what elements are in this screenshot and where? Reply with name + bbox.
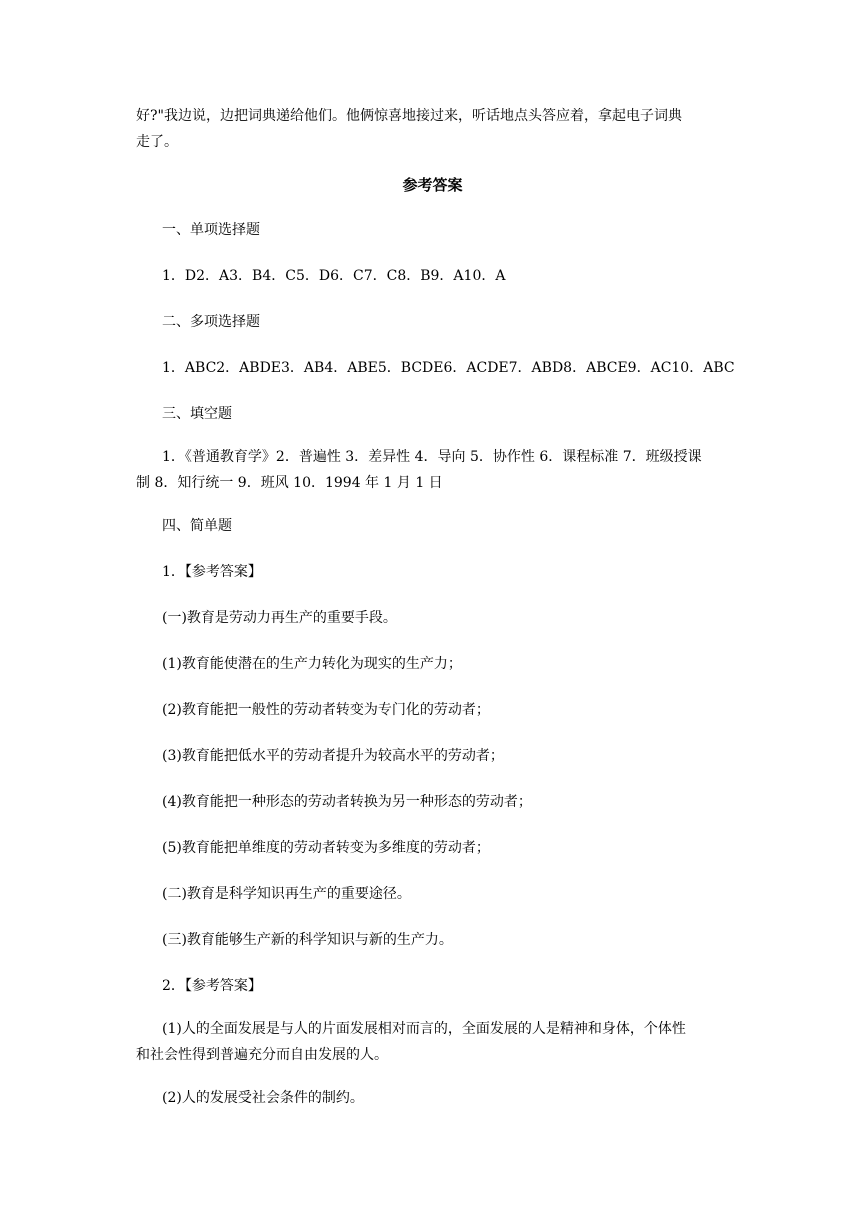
intro-line-1: 好?"我边说，边把词典递给他们。他俩惊喜地接过来，听话地点头答应着，拿起电子词典	[136, 108, 682, 124]
q1-point-7: (二)教育是科学知识再生产的重要途径。	[162, 886, 411, 902]
section-heading-multi-choice: 二、多项选择题	[162, 314, 260, 330]
single-choice-answers: 1．D2．A3．B4．C5．D6．C7．C8．B9．A10．A	[162, 268, 506, 284]
section-heading-short-answer: 四、简单题	[162, 518, 232, 534]
fill-blank-line-2: 制 8．知行统一 9．班风 10．1994 年 1 月 1 日	[136, 475, 443, 491]
q1-point-1: (一)教育是劳动力再生产的重要手段。	[162, 610, 397, 626]
q2-point-2: (2)人的发展受社会条件的制约。	[162, 1090, 364, 1106]
q1-point-8: (三)教育能够生产新的科学知识与新的生产力。	[162, 932, 453, 948]
q1-point-4: (3)教育能把低水平的劳动者提升为较高水平的劳动者；	[162, 748, 504, 764]
q2-answer-label: 2．【参考答案】	[162, 978, 262, 994]
fill-blank-line-1: 1．《普通教育学》2．普遍性 3．差异性 4．导向 5．协作性 6．课程标准 7．班级授课	[162, 449, 702, 465]
q1-answer-label: 1．【参考答案】	[162, 564, 262, 580]
section-heading-fill-blank: 三、填空题	[162, 406, 232, 422]
intro-paragraph	[136, 103, 716, 155]
q1-point-6: (5)教育能把单维度的劳动者转变为多维度的劳动者；	[162, 840, 490, 856]
intro-line-2: 走了。	[136, 134, 178, 150]
q2-point-1-line-1: (1)人的全面发展是与人的片面发展相对而言的，全面发展的人是精神和身体，个体性	[162, 1021, 686, 1037]
multi-choice-answers: 1．ABC2．ABDE3．AB4．ABE5．BCDE6．ACDE7．ABD8．ABCE9．AC10．ABC	[162, 360, 735, 376]
q2-point-1	[136, 1016, 716, 1068]
q1-point-2: (1)教育能使潜在的生产力转化为现实的生产力；	[162, 656, 462, 672]
q2-point-1-line-2: 和社会性得到普遍充分而自由发展的人。	[136, 1047, 388, 1063]
fill-blank-answers	[136, 444, 716, 496]
section-heading-single-choice: 一、单项选择题	[162, 222, 260, 238]
q1-point-5: (4)教育能把一种形态的劳动者转换为另一种形态的劳动者；	[162, 794, 532, 810]
q1-point-3: (2)教育能把一般性的劳动者转变为专门化的劳动者；	[162, 702, 490, 718]
answer-title: 参考答案	[402, 176, 463, 194]
